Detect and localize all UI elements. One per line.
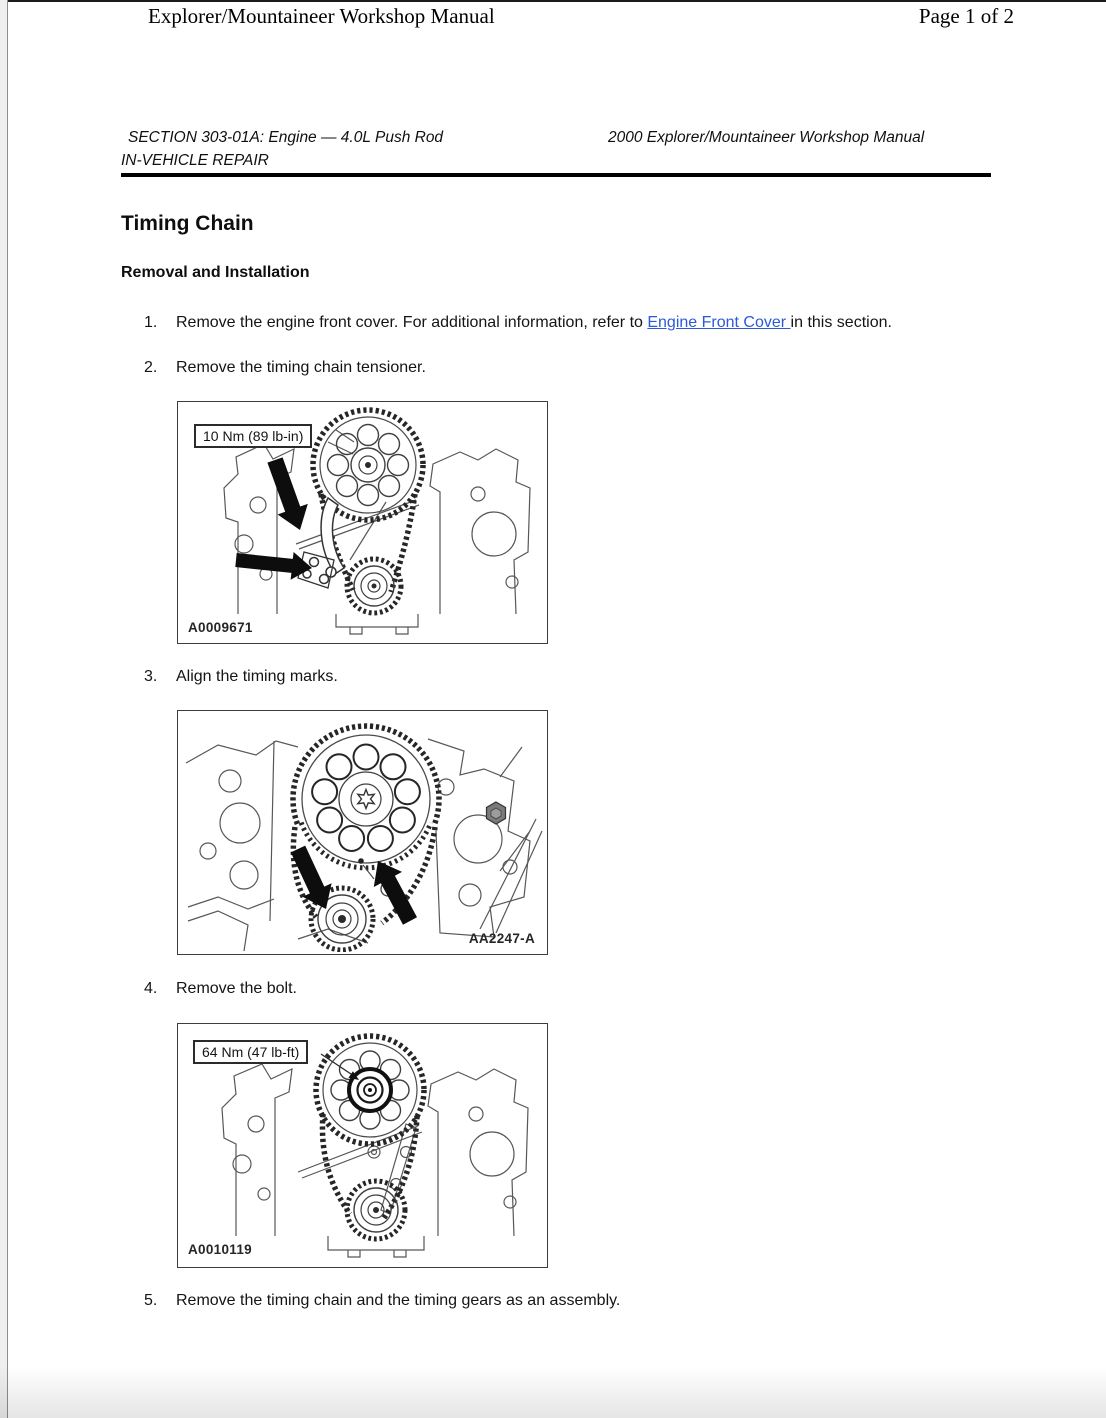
left-margin-strip (0, 0, 7, 1418)
step-1 (144, 312, 1004, 334)
engine-block-outline (224, 430, 530, 634)
step-4 (144, 978, 1004, 1000)
engine-block-outline (186, 739, 542, 951)
engine-line-art-timing-marks (178, 711, 545, 952)
camshaft-sprocket (316, 1036, 424, 1144)
figure-id: AA2247-A (468, 931, 535, 946)
timing-mark-dot (358, 858, 364, 864)
page-subtitle: Removal and Installation (121, 264, 310, 281)
pointer-arrows (235, 457, 312, 579)
section-header-left (121, 126, 591, 172)
step-number: 2. (144, 359, 158, 376)
step-text: Align the timing marks. (176, 668, 338, 685)
document-title: Explorer/Mountaineer Workshop Manual (148, 4, 495, 28)
star-keyway (358, 790, 374, 809)
step-number: 5. (144, 1292, 158, 1309)
page-title: Timing Chain (121, 212, 254, 235)
figure-id: A0009671 (188, 620, 253, 635)
step-1-post: in this section. (790, 314, 892, 331)
camshaft-sprocket (293, 726, 439, 879)
section-line1: SECTION 303-01A: Engine — 4.0L Push Rod (128, 129, 444, 146)
figure-timing-chain-tensioner (177, 401, 548, 644)
page-indicator: Page 1 of 2 (918, 4, 1014, 28)
step-number: 1. (144, 314, 158, 331)
label-leader-arrow (321, 1054, 359, 1080)
step-1-pre: Remove the engine front cover. For additional information, refer to (176, 314, 648, 331)
top-border-line (0, 0, 1106, 2)
step-number: 3. (144, 668, 158, 685)
figure-camshaft-bolt (177, 1023, 548, 1268)
figure-id: A0010119 (188, 1242, 252, 1257)
step-text: Remove the timing chain tensioner. (176, 359, 426, 376)
step-text (176, 312, 892, 334)
left-border-line (7, 0, 8, 1418)
header-rule (121, 173, 991, 177)
step-2 (144, 357, 1004, 379)
step-3 (144, 666, 1004, 688)
crankshaft-sprocket (347, 1181, 405, 1239)
step-5 (144, 1290, 1004, 1312)
section-header-right: 2000 Explorer/Mountaineer Workshop Manual (608, 129, 925, 146)
figure-timing-marks (177, 710, 548, 955)
step-number: 4. (144, 980, 158, 997)
torque-label: 64 Nm (47 lb-ft) (193, 1040, 308, 1064)
torque-label: 10 Nm (89 lb-in) (194, 424, 312, 448)
hex-bolt (487, 802, 506, 824)
step-text: Remove the bolt. (176, 980, 297, 997)
step-text: Remove the timing chain and the timing gears as an assembly. (176, 1292, 621, 1309)
bottom-shadow-gradient (0, 1366, 1106, 1418)
engine-front-cover-link[interactable]: Engine Front Cover (647, 314, 791, 331)
section-line2: IN-VEHICLE REPAIR (121, 152, 269, 169)
